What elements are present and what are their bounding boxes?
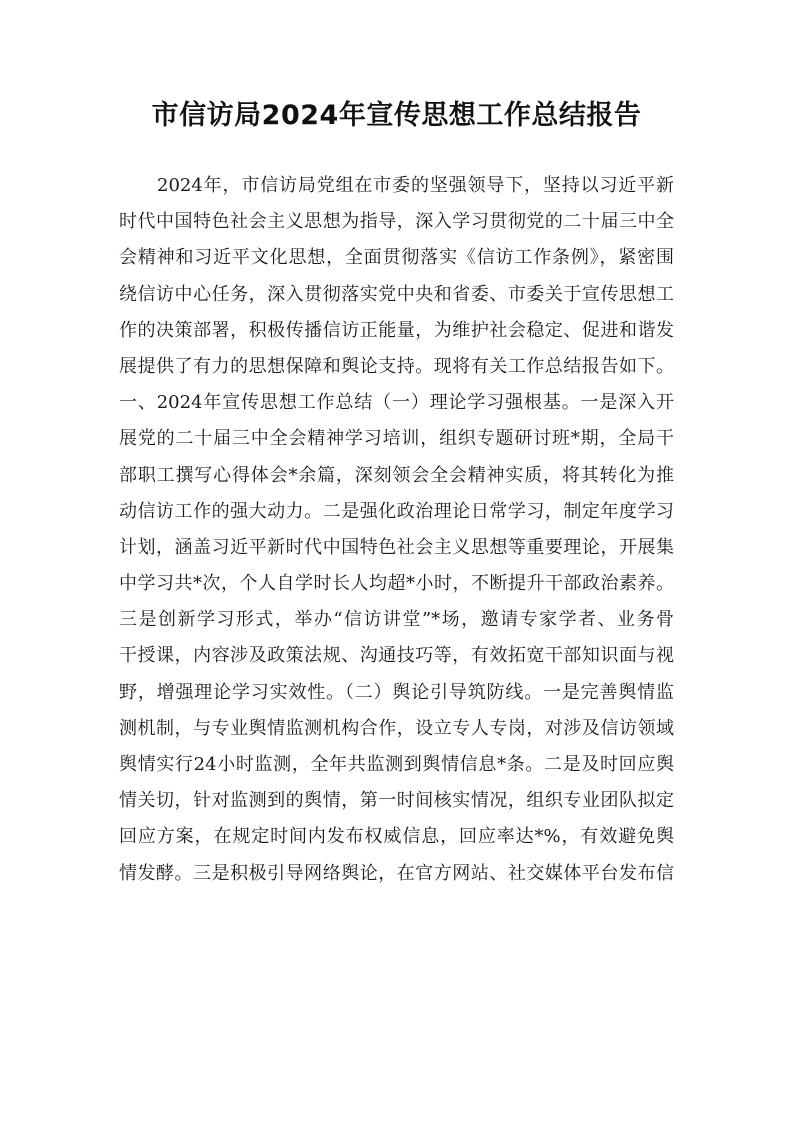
body-line: 回应方案，在规定时间内发布权威信息，回应率达*%，有效避免舆 [119,826,674,848]
body-line: 情发酵。三是积极引导网络舆论，在官方网站、社交媒体平台发布信 [119,862,674,884]
body-line: 计划，涵盖习近平新时代中国特色社会主义思想等重要理论，开展集 [119,536,674,558]
body-line: 会精神和习近平文化思想，全面贯彻落实《信访工作条例》，紧密围 [119,247,674,269]
document-title: 市信访局2024年宣传思想工作总结报告 [151,100,642,131]
body-line: 绕信访中心任务，深入贯彻落实党中央和省委、市委关于宣传思想工 [119,283,674,305]
body-line: 2024年，市信访局党组在市委的坚强领导下，坚持以习近平新 [157,175,674,196]
body-line: 展党的二十届三中全会精神学习培训，组织专题研讨班*期，全局干 [119,428,674,450]
body-line: 舆情实行24小时监测，全年共监测到舆情信息*条。二是及时回应舆 [119,754,674,775]
body-line: 动信访工作的强大动力。二是强化政治理论日常学习，制定年度学习 [119,500,674,522]
body-line: 情关切，针对监测到的舆情，第一时间核实情况，组织专业团队拟定 [119,790,674,812]
body-line: 时代中国特色社会主义思想为指导，深入学习贯彻党的二十届三中全 [119,211,674,233]
body-line: 一、2024年宣传思想工作总结（一）理论学习强根基。一是深入开 [119,392,674,414]
body-line: 部职工撰写心得体会*余篇，深刻领会全会精神实质，将其转化为推 [119,464,674,486]
body-line: 野，增强理论学习实效性。（二）舆论引导筑防线。一是完善舆情监 [119,681,674,703]
body-line: 展提供了有力的思想保障和舆论支持。现将有关工作总结报告如下。 [119,355,674,377]
body-line: 中学习共*次，个人自学时长人均超*小时，不断提升干部政治素养。 [119,573,674,595]
body-line: 作的决策部署，积极传播信访正能量，为维护社会稳定、促进和谐发 [119,319,674,341]
body-line: 干授课，内容涉及政策法规、沟通技巧等，有效拓宽干部知识面与视 [119,645,674,667]
document-body [119,168,674,892]
body-line: 测机制，与专业舆情监测机构合作，设立专人专岗，对涉及信访领域 [119,717,674,739]
body-line: 三是创新学习形式，举办“信访讲堂”*场，邀请专家学者、业务骨 [119,609,674,631]
